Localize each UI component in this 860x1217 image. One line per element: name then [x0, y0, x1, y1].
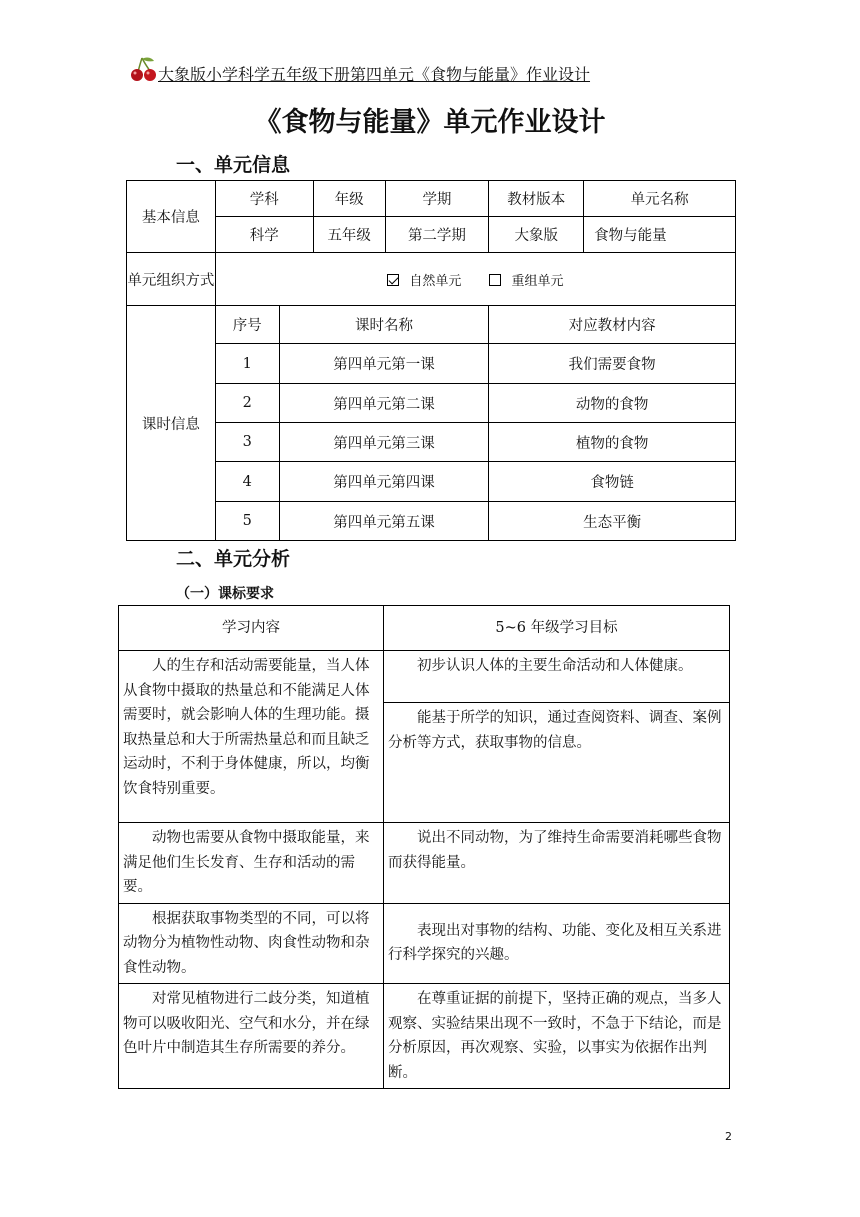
lesson-no: 1	[215, 344, 279, 384]
subsection-curriculum-heading: （一）课标要求	[176, 586, 274, 602]
table-row	[119, 984, 730, 1089]
table-row	[119, 651, 730, 703]
org-label: 单元组织方式	[127, 253, 216, 306]
info-value: 食物与能量	[584, 217, 736, 253]
lesson-content: 我们需要食物	[489, 344, 736, 384]
lesson-content: 生态平衡	[489, 502, 736, 541]
lesson-header: 课时名称	[279, 306, 489, 344]
lesson-name: 第四单元第二课	[279, 384, 489, 423]
table-row	[119, 903, 730, 984]
learning-content: 动物也需要从食物中摄取能量，来满足他们生长发育、生存和活动的需要。	[119, 823, 384, 904]
learning-goal: 表现出对事物的结构、功能、变化及相互关系进行科学探究的兴趣。	[384, 903, 730, 984]
lesson-row	[127, 423, 736, 462]
page-number: 2	[725, 1130, 732, 1143]
info-value: 第二学期	[385, 217, 489, 253]
column-header: 单元名称	[584, 181, 736, 217]
lesson-content: 食物链	[489, 462, 736, 502]
column-header: 年级	[313, 181, 385, 217]
lesson-name: 第四单元第一课	[279, 344, 489, 384]
info-value: 科学	[215, 217, 313, 253]
lesson-row	[127, 384, 736, 423]
lesson-no: 5	[215, 502, 279, 541]
lesson-no: 3	[215, 423, 279, 462]
page-header	[130, 52, 730, 84]
lesson-name: 第四单元第四课	[279, 462, 489, 502]
unit-info-table	[126, 180, 736, 541]
cherry-logo-icon	[130, 56, 160, 82]
lesson-no: 4	[215, 462, 279, 502]
org-option-natural[interactable]	[387, 274, 465, 289]
lesson-header: 对应教材内容	[489, 306, 736, 344]
header-text: 大象版小学科学五年级下册第四单元《食物与能量》作业设计	[158, 65, 591, 84]
org-option-regroup[interactable]	[489, 274, 563, 289]
lesson-content: 动物的食物	[489, 384, 736, 423]
checkbox-checked-icon[interactable]	[387, 274, 399, 286]
learning-goal: 初步认识人体的主要生命活动和人体健康。	[384, 651, 730, 703]
org-option-label: 重组单元	[511, 273, 564, 289]
learning-content: 人的生存和活动需要能量，当人体从食物中摄取的热量总和不能满足人体需要时，就会影响人体的生理功能。摄取热量总和大于所需热量总和而且缺乏运动时，不利于身体健康，所以，均衡饮食特别重要。	[119, 651, 384, 823]
learning-goal: 能基于所学的知识，通过查阅资料、调查、案例分析等方式，获取事物的信息。	[384, 703, 730, 823]
learning-content: 根据获取事物类型的不同，可以将动物分为植物性动物、肉食性动物和杂食性动物。	[119, 903, 384, 984]
column-header: 教材版本	[489, 181, 584, 217]
page-title: 《食物与能量》单元作业设计	[254, 107, 606, 138]
basic-info-label: 基本信息	[127, 181, 216, 253]
column-header: 学期	[385, 181, 489, 217]
curriculum-table	[118, 605, 730, 1089]
column-header: 学科	[215, 181, 313, 217]
lesson-info-label: 课时信息	[127, 306, 216, 541]
lesson-name: 第四单元第五课	[279, 502, 489, 541]
learning-goal: 在尊重证据的前提下，坚持正确的观点，当多人观察、实验结果出现不一致时，不急于下结论，而是分析原因，再次观察、实验，以事实为依据作出判断。	[384, 984, 730, 1089]
checkbox-empty-icon[interactable]	[489, 274, 501, 286]
lesson-row	[127, 344, 736, 384]
lesson-header: 序号	[215, 306, 279, 344]
lesson-row	[127, 502, 736, 541]
lesson-content: 植物的食物	[489, 423, 736, 462]
info-value: 五年级	[313, 217, 385, 253]
learning-content: 对常见植物进行二歧分类，知道植物可以吸收阳光、空气和水分，并在绿色叶片中制造其生存所需要的养分。	[119, 984, 384, 1089]
column-header: 5~6 年级学习目标	[384, 606, 730, 651]
lesson-no: 2	[215, 384, 279, 423]
org-option-label: 自然单元	[409, 273, 462, 289]
lesson-name: 第四单元第三课	[279, 423, 489, 462]
column-header: 学习内容	[119, 606, 384, 651]
learning-goal: 说出不同动物，为了维持生命需要消耗哪些食物而获得能量。	[384, 823, 730, 904]
section-unit-analysis-heading: 二、单元分析	[176, 548, 291, 570]
section-unit-info-heading: 一、单元信息	[176, 154, 291, 176]
info-value: 大象版	[489, 217, 584, 253]
lesson-row	[127, 462, 736, 502]
org-options	[215, 253, 735, 306]
table-row	[119, 823, 730, 904]
